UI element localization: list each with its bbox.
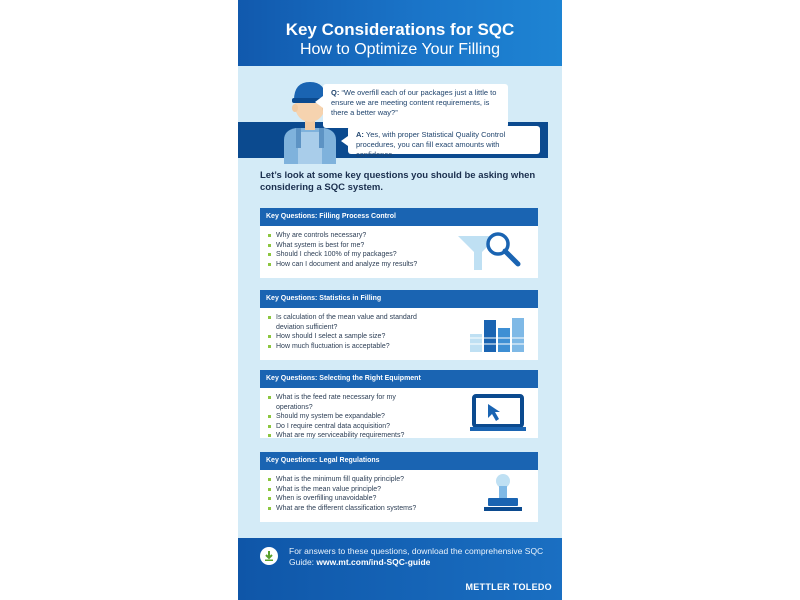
magnifier-funnel-icon — [458, 230, 530, 274]
section-heading: Key Questions: Filling Process Control — [260, 208, 538, 226]
download-icon[interactable] — [260, 547, 278, 565]
list-item: Is calculation of the mean value and standard deviation sufficient? — [268, 313, 433, 332]
section-body — [260, 470, 538, 522]
monitor-cursor-icon — [468, 394, 530, 434]
page-title: Key Considerations for SQC — [285, 20, 515, 39]
section-body — [260, 226, 538, 278]
section-selecting-equipment — [260, 370, 538, 438]
list-item: Why are controls necessary? — [268, 231, 433, 241]
list-item: What are the different classification systems? — [268, 504, 433, 514]
question-text: “We overfill each of our packages just a little to ensure we are meeting content requirements, is there a better way?” — [331, 88, 497, 117]
header — [238, 0, 562, 66]
section-body — [260, 388, 538, 438]
list-item: How much fluctuation is acceptable? — [268, 342, 433, 352]
section-heading: Key Questions: Statistics in Filling — [260, 290, 538, 308]
stamp-icon — [476, 472, 530, 518]
bar-chart-icon — [468, 314, 530, 354]
list-item: Should my system be expandable? — [268, 412, 433, 422]
section-legal-regulations — [260, 452, 538, 522]
footer-text — [289, 546, 549, 568]
brand-logo: METTLER TOLEDO — [465, 582, 552, 592]
question-label: Q: — [331, 88, 340, 97]
section-statistics-in-filling — [260, 290, 538, 360]
guide-link[interactable]: www.mt.com/ind-SQC-guide — [316, 557, 431, 567]
list-item: What is the minimum fill quality principle? — [268, 475, 433, 485]
question-list — [268, 231, 433, 269]
list-item: What system is best for me? — [268, 241, 433, 251]
intro-text: Let’s look at some key questions you should be asking when considering a SQC system. — [260, 170, 536, 193]
answer-bubble — [348, 126, 540, 159]
question-list — [268, 313, 433, 351]
footer-message: For answers to these questions, download the comprehensive SQC Guide: — [289, 546, 544, 567]
section-filling-process-control — [260, 208, 538, 278]
section-body — [260, 308, 538, 360]
footer — [238, 538, 562, 600]
page-subtitle: How to Optimize Your Filling — [299, 41, 501, 58]
list-item: How should I select a sample size? — [268, 332, 433, 342]
question-bubble — [323, 84, 508, 128]
list-item: Should I check 100% of my packages? — [268, 250, 433, 260]
list-item: What is the mean value principle? — [268, 485, 433, 495]
answer-label: A: — [356, 130, 364, 139]
question-list — [268, 475, 433, 513]
infographic — [238, 0, 562, 600]
list-item: Do I require central data acquisition? — [268, 422, 433, 432]
list-item: When is overfilling unavoidable? — [268, 494, 433, 504]
list-item: What is the feed rate necessary for my operations? — [268, 393, 433, 412]
list-item: What are my serviceability requirements? — [268, 431, 433, 441]
section-heading: Key Questions: Selecting the Right Equipment — [260, 370, 538, 388]
list-item: How can I document and analyze my results? — [268, 260, 433, 270]
question-list — [268, 393, 433, 441]
section-heading: Key Questions: Legal Regulations — [260, 452, 538, 470]
answer-text: Yes, with proper Statistical Quality Control procedures, you can fill exact amounts with confidence. — [356, 130, 506, 159]
